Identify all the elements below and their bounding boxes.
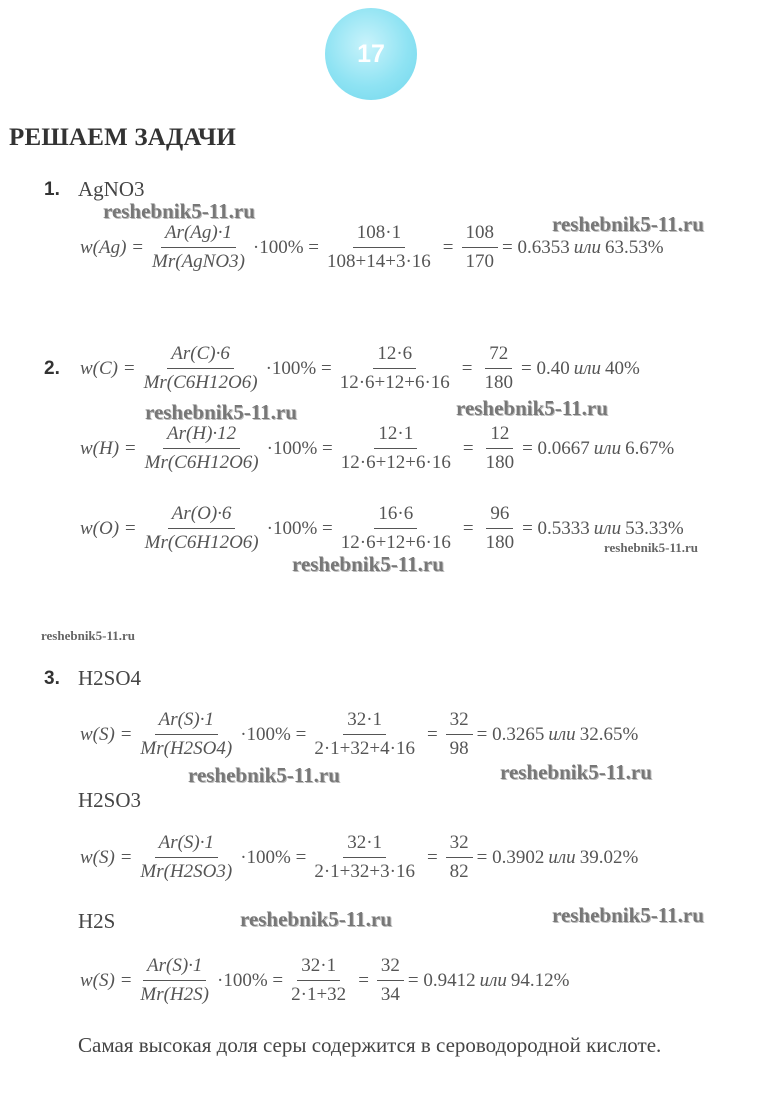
formula-or: или <box>573 357 602 379</box>
watermark: reshebnik5-11.ru <box>41 628 136 643</box>
fraction-numerator: 108·1 <box>353 222 405 248</box>
formula-or: или <box>548 723 576 745</box>
fraction <box>481 343 518 394</box>
formula-w-ag: w(Ag) = $\frac{Ar(Ag)\cdot 1}{\text{Mr(AgNO3)}}$ ·100% = $\frac{108\cdot 1}{108+14+3\cdot 16}$ = $\frac{108}{170}$ = 0.6353 или 63.53% <box>80 222 664 272</box>
watermark: reshebnik5-11.ru <box>240 907 392 931</box>
fraction-denominator: Mr(AgNO3) <box>152 251 245 272</box>
formula-w-c: w(C) = $\frac{Ar(C)\cdot 6}{Mr(C6H12O6)}$ ·100% = $\frac{12\cdot 6}{12\cdot 6+12+6\cdot 16}$ = $\frac{72}{180}$ = 0.40 или 40% <box>80 343 640 393</box>
formula-result: = 0.0667 <box>522 437 590 459</box>
formula-result: = 0.40 <box>521 357 570 379</box>
formula-percent-factor: ·100% = <box>240 846 307 868</box>
formula-percent: 32.65% <box>579 723 639 745</box>
formula-percent: 39.02% <box>579 846 639 868</box>
page-number: 17 <box>357 39 385 68</box>
watermark: reshebnik5-11.ru <box>188 763 340 787</box>
formula-w-o: w(O) = $\frac{Ar(O)\cdot 6}{Mr(C6H12O6)}$ ·100% = $\frac{16\cdot 6}{12\cdot 6+12+6\cdot 16}$ = $\frac{96}{180}$ = 0.5333 или 53.33% <box>80 503 684 553</box>
fraction-denominator: 180 <box>485 452 515 473</box>
fraction <box>287 955 350 1006</box>
formula-lhs: w(S) = <box>80 846 133 868</box>
fraction <box>323 222 435 273</box>
formula-percent-factor: ·100% = <box>266 437 333 459</box>
formula-percent: 94.12% <box>510 969 570 991</box>
watermark: reshebnik5-11.ru <box>552 212 704 236</box>
fraction-denominator: Mr(H2SO3) <box>140 861 233 882</box>
formula-lhs: w(C) = <box>80 357 136 379</box>
problem-3-compound-3: H2S <box>78 909 116 933</box>
formula-result: = 0.9412 <box>407 969 476 991</box>
formula-lhs: w(H) = <box>80 437 137 459</box>
fraction <box>141 503 263 554</box>
watermark: reshebnik5-11.ru <box>456 396 608 420</box>
fraction-numerator: Ar(H)·12 <box>163 423 240 449</box>
formula-result: = 0.5333 <box>522 517 590 539</box>
problem-3-number: 3. <box>44 668 60 689</box>
formula-lhs: w(Ag) = <box>80 236 145 258</box>
fraction-denominator: 180 <box>484 372 514 393</box>
fraction <box>141 423 263 474</box>
fraction-denominator: Mr(C6H12O6) <box>144 452 259 473</box>
fraction-denominator: 180 <box>485 532 515 553</box>
fraction-denominator: Mr(H2S) <box>140 984 210 1005</box>
formula-percent-factor: ·100% = <box>217 969 284 991</box>
fraction-numerator: 32 <box>446 832 473 858</box>
fraction-numerator: 96 <box>486 503 513 529</box>
fraction-denominator: 2·1+32 <box>291 984 347 1005</box>
fraction-numerator: Ar(S)·1 <box>155 832 218 858</box>
fraction <box>310 832 419 883</box>
formula-w-s-h2so3: w(S) = $\frac{Ar(S)\cdot 1}{Mr(H2SO3)}$ ·100% = $\frac{32\cdot 1}{2\cdot 1+32+3\cdot 16}$ = $\frac{32}{82}$ = 0.3902 или 39.02% <box>80 832 639 882</box>
fraction-denominator: 170 <box>465 251 495 272</box>
formula-w-h: w(H) = $\frac{Ar(H)\cdot 12}{Mr(C6H12O6)}$ ·100% = $\frac{12\cdot 1}{12\cdot 6+12+6\cdot 16}$ = $\frac{12}{180}$ = 0.0667 или 6.67% <box>80 423 675 473</box>
fraction <box>482 423 519 474</box>
fraction-numerator: Ar(S)·1 <box>155 709 218 735</box>
formula-or: или <box>593 517 622 539</box>
problem-3-compound-2: H2SO3 <box>78 788 142 812</box>
formula-percent: 63.53% <box>605 236 664 258</box>
fraction <box>140 343 262 394</box>
fraction <box>310 709 419 760</box>
formula-percent-factor: ·100% = <box>240 723 307 745</box>
formula-result: = 0.6353 <box>502 236 570 258</box>
fraction-numerator: 12 <box>486 423 513 449</box>
formula-percent: 40% <box>605 357 640 379</box>
page-number-badge <box>325 8 417 100</box>
formula-lhs: w(S) = <box>80 969 133 991</box>
problem-1-compound: AgNO3 <box>78 177 145 201</box>
fraction-numerator: Ar(Ag)·1 <box>161 222 236 248</box>
watermark: reshebnik5-11.ru <box>292 552 444 576</box>
fraction <box>136 709 236 760</box>
conclusion-text: Самая высокая доля серы содержится в сероводородной кислоте. <box>78 1033 662 1057</box>
formula-result: = 0.3265 <box>476 723 545 745</box>
fraction-denominator: 12·6+12+6·16 <box>339 372 450 393</box>
fraction-numerator: 12·1 <box>374 423 417 449</box>
fraction <box>136 832 236 883</box>
formula-percent: 53.33% <box>625 517 684 539</box>
problem-3-compound-1: H2SO4 <box>78 666 142 690</box>
formula-percent-factor: ·100% = <box>266 517 333 539</box>
fraction-numerator: 12·6 <box>373 343 416 369</box>
formula-or: или <box>573 236 602 258</box>
fraction-denominator: 2·1+32+4·16 <box>314 738 415 759</box>
watermark: reshebnik5-11.ru <box>604 540 699 555</box>
fraction-numerator: Ar(O)·6 <box>168 503 236 529</box>
formula-or: или <box>593 437 622 459</box>
fraction-numerator: 32·1 <box>297 955 340 981</box>
formula-percent: 6.67% <box>625 437 675 459</box>
problem-1-number: 1. <box>44 179 60 200</box>
fraction-denominator: Mr(C6H12O6) <box>144 532 259 553</box>
fraction-numerator: Ar(S)·1 <box>143 955 206 981</box>
fraction-denominator: 2·1+32+3·16 <box>314 861 415 882</box>
formula-lhs: w(S) = <box>80 723 133 745</box>
fraction-denominator: 12·6+12+6·16 <box>340 452 451 473</box>
fraction-numerator: 32 <box>377 955 404 981</box>
fraction <box>148 222 249 273</box>
problem-2-number: 2. <box>44 358 60 379</box>
watermark: reshebnik5-11.ru <box>103 199 255 223</box>
formula-percent-factor: ·100% = <box>265 357 332 379</box>
formula-or: или <box>479 969 507 991</box>
fraction-denominator: 12·6+12+6·16 <box>340 532 451 553</box>
watermark: reshebnik5-11.ru <box>500 760 652 784</box>
fraction-denominator: 108+14+3·16 <box>327 251 431 272</box>
watermark: reshebnik5-11.ru <box>552 903 704 927</box>
fraction <box>337 503 455 554</box>
formula-w-s-h2so4: w(S) = $\frac{Ar(S)\cdot 1}{Mr(H2SO4)}$ ·100% = $\frac{32\cdot 1}{2\cdot 1+32+4\cdot 16}$ = $\frac{32}{98}$ = 0.3265 или 32.65% <box>80 709 639 759</box>
fraction <box>136 955 213 1006</box>
fraction-denominator: Mr(H2SO4) <box>140 738 233 759</box>
fraction-denominator: Mr(C6H12O6) <box>143 372 258 393</box>
fraction <box>446 832 473 883</box>
fraction <box>337 423 455 474</box>
page-title: РЕШАЕМ ЗАДАЧИ <box>9 124 237 151</box>
formula-or: или <box>548 846 576 868</box>
fraction <box>377 955 404 1006</box>
fraction <box>482 503 519 554</box>
fraction-denominator: 34 <box>380 984 400 1005</box>
fraction-numerator: Ar(C)·6 <box>167 343 234 369</box>
fraction <box>462 222 499 273</box>
formula-result: = 0.3902 <box>476 846 545 868</box>
watermark: reshebnik5-11.ru <box>145 400 297 424</box>
formula-percent-factor: ·100% = <box>252 236 320 258</box>
fraction-numerator: 16·6 <box>374 503 417 529</box>
fraction-numerator: 32 <box>446 709 473 735</box>
formula-w-s-h2s: w(S) = $\frac{Ar(S)\cdot 1}{Mr(H2S)}$ ·100% = $\frac{32\cdot 1}{2\cdot 1+32}$ = $\frac{32}{34}$ = 0.9412 или 94.12% <box>80 955 570 1005</box>
fraction-denominator: 98 <box>449 738 469 759</box>
formula-lhs: w(O) = <box>80 517 137 539</box>
fraction-numerator: 32·1 <box>343 832 386 858</box>
fraction <box>446 709 473 760</box>
fraction <box>336 343 454 394</box>
fraction-numerator: 72 <box>485 343 512 369</box>
fraction-denominator: 82 <box>449 861 469 882</box>
fraction-numerator: 32·1 <box>343 709 386 735</box>
fraction-numerator: 108 <box>462 222 499 248</box>
